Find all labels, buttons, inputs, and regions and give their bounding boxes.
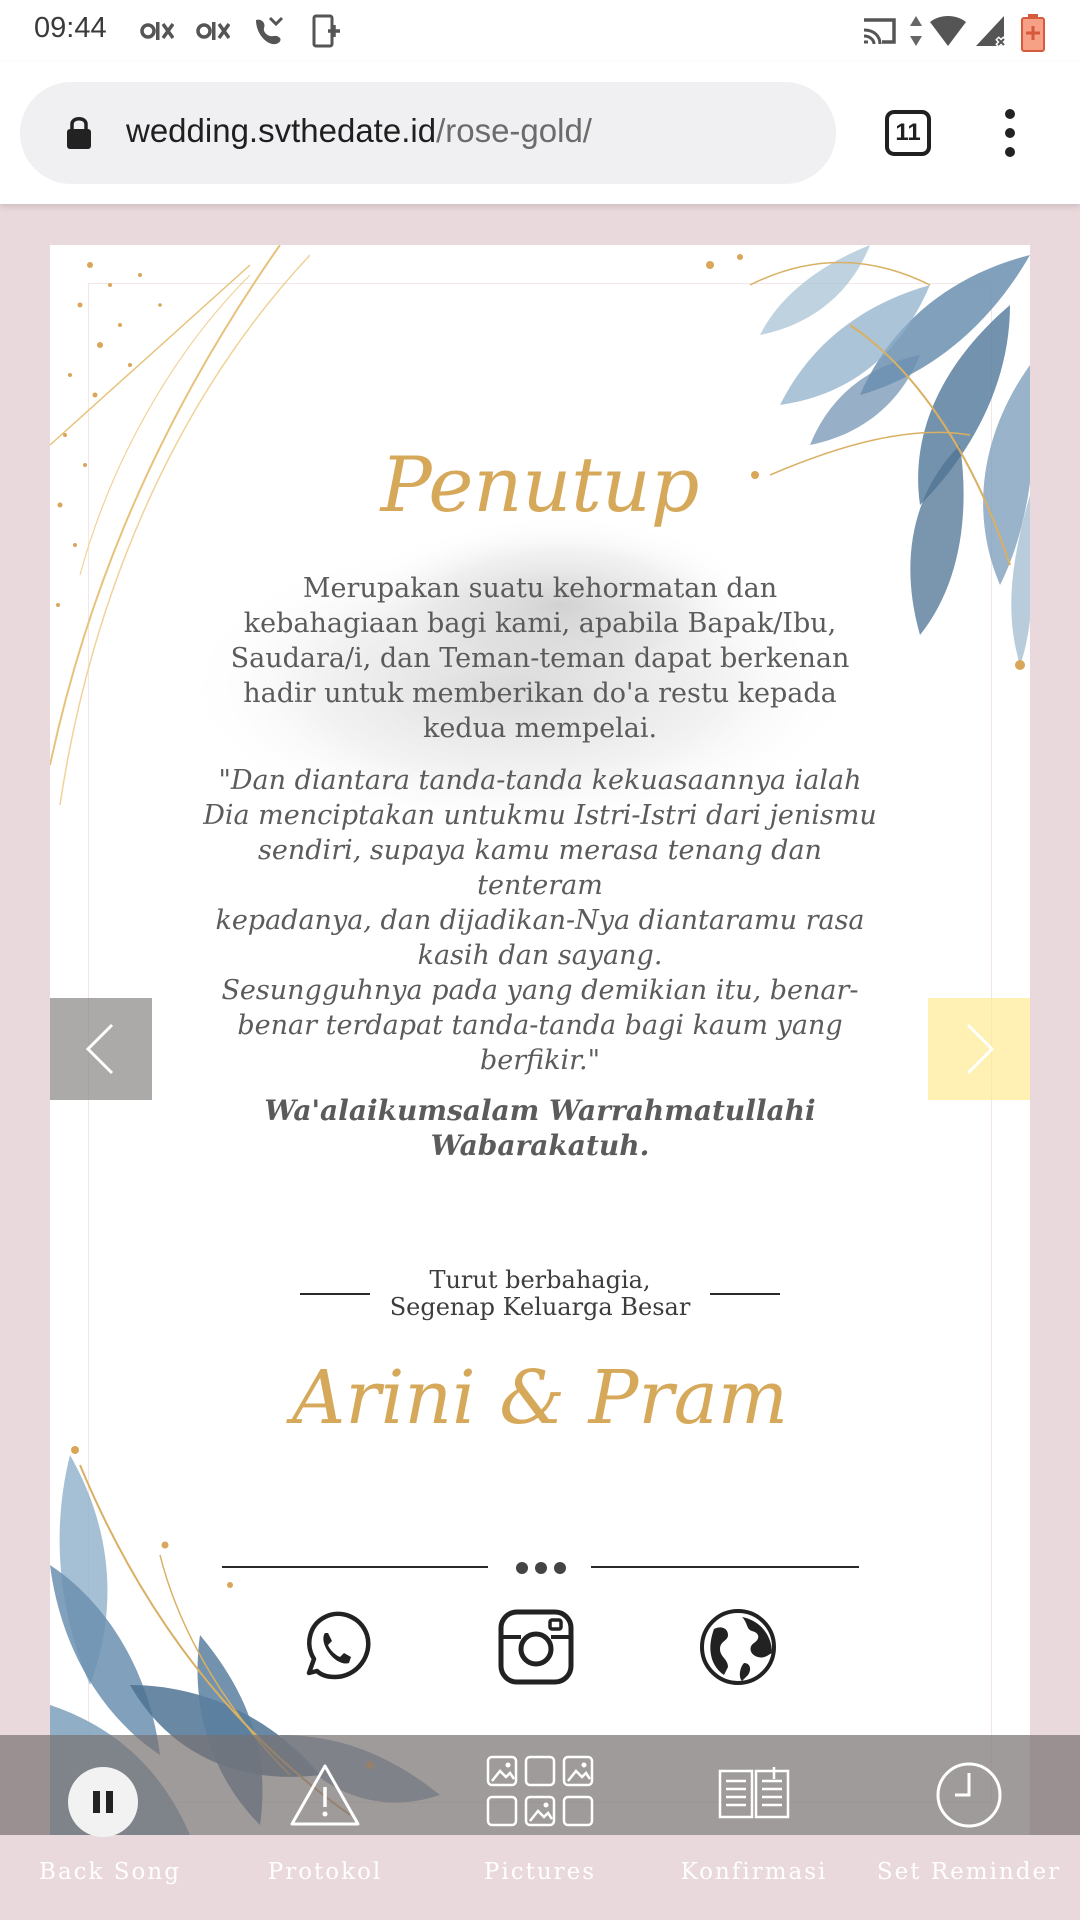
instagram-icon[interactable]: [496, 1607, 576, 1687]
quote-line: berfikir.": [479, 1045, 601, 1076]
quote-line: kasih dan sayang.: [417, 940, 663, 971]
section-title: Penutup: [380, 440, 700, 529]
battery-low-icon: [1020, 14, 1046, 52]
quote-line: sendiri, supaya kamu merasa tenang dan tenteram: [258, 835, 822, 901]
menu-protokol[interactable]: [245, 1735, 405, 1885]
separator-line-left: [222, 1566, 488, 1568]
menu-label: Konfirmasi: [680, 1859, 828, 1885]
data-arrows-icon: [908, 14, 924, 48]
tab-switcher-button[interactable]: 11: [885, 110, 931, 156]
previous-slide-button[interactable]: [50, 998, 152, 1100]
menu-set-reminder[interactable]: [874, 1735, 1064, 1885]
signoff-divider-right: [710, 1293, 780, 1295]
signoff-line-2: Segenap Keluarga Besar: [389, 1293, 691, 1321]
address-bar[interactable]: [20, 82, 836, 184]
status-bar: [0, 0, 1080, 62]
menu-pictures[interactable]: [460, 1735, 620, 1885]
chevron-right-icon: [928, 998, 1030, 1100]
menu-label: Protokol: [267, 1859, 383, 1885]
signoff-line-1: Turut berbahagia,: [429, 1266, 651, 1294]
signal-icon: [974, 14, 1008, 48]
couple-name: Arini & Pram: [291, 1355, 789, 1441]
cast-icon: [860, 14, 898, 48]
menu-label: Set Reminder: [876, 1859, 1062, 1885]
menu-back-song[interactable]: [30, 1735, 190, 1885]
lock-icon: [64, 114, 94, 150]
next-slide-button[interactable]: [928, 998, 1030, 1100]
separator-dots: [515, 1561, 567, 1575]
quran-quote: [200, 763, 880, 1078]
quote-line: kepadanya, dan dijadikan-Nya diantaramu rasa: [215, 905, 865, 936]
bottom-menu: [0, 1735, 1080, 1885]
gallery-icon: [486, 1755, 594, 1827]
clock-icon: [935, 1761, 1003, 1829]
quote-line: Sesungguhnya pada yang demikian itu, benar-: [221, 975, 859, 1006]
browser-toolbar: [0, 62, 1080, 204]
missed-call-icon: [252, 14, 286, 48]
signoff: [350, 1267, 730, 1321]
url-text: wedding.svthedate.id/rose-gold/: [126, 112, 592, 149]
closing-paragraph: Merupakan suatu kehormatan dan kebahagiaan bagi kami, apabila Bapak/Ibu, Saudara/i, dan Teman-teman dapat berkenan hadir untuk memberikan do'a restu kepada kedua mempelai.: [230, 573, 850, 744]
overflow-menu-icon[interactable]: [990, 108, 1030, 158]
phone-add-icon: [308, 14, 342, 48]
status-time: 09:44: [34, 12, 107, 44]
whatsapp-icon[interactable]: [295, 1607, 375, 1687]
chevron-left-icon: [50, 998, 152, 1100]
quote-line: Dia menciptakan untukmu Istri-Istri dari jenismu: [203, 800, 877, 831]
warning-icon: [289, 1763, 361, 1827]
separator-line-right: [591, 1566, 859, 1568]
globe-icon[interactable]: [698, 1607, 778, 1687]
olx-icon: [140, 14, 174, 48]
menu-label: Back Song: [39, 1859, 181, 1885]
quote-line: "Dan diantara tanda-tanda kekuasaannya ialah: [218, 765, 862, 796]
olx-icon: [196, 14, 230, 48]
quote-line: benar terdapat tanda-tanda bagi kaum yang: [237, 1010, 843, 1041]
wifi-icon: [928, 14, 968, 48]
menu-konfirmasi[interactable]: [674, 1735, 834, 1885]
book-icon: [718, 1765, 790, 1821]
pause-icon: [66, 1765, 140, 1839]
closing-salam: Wa'alaikumsalam Warrahmatullahi Wabarakatuh.: [264, 1094, 816, 1162]
menu-label: Pictures: [483, 1859, 597, 1885]
invitation-card: [50, 245, 1030, 1835]
